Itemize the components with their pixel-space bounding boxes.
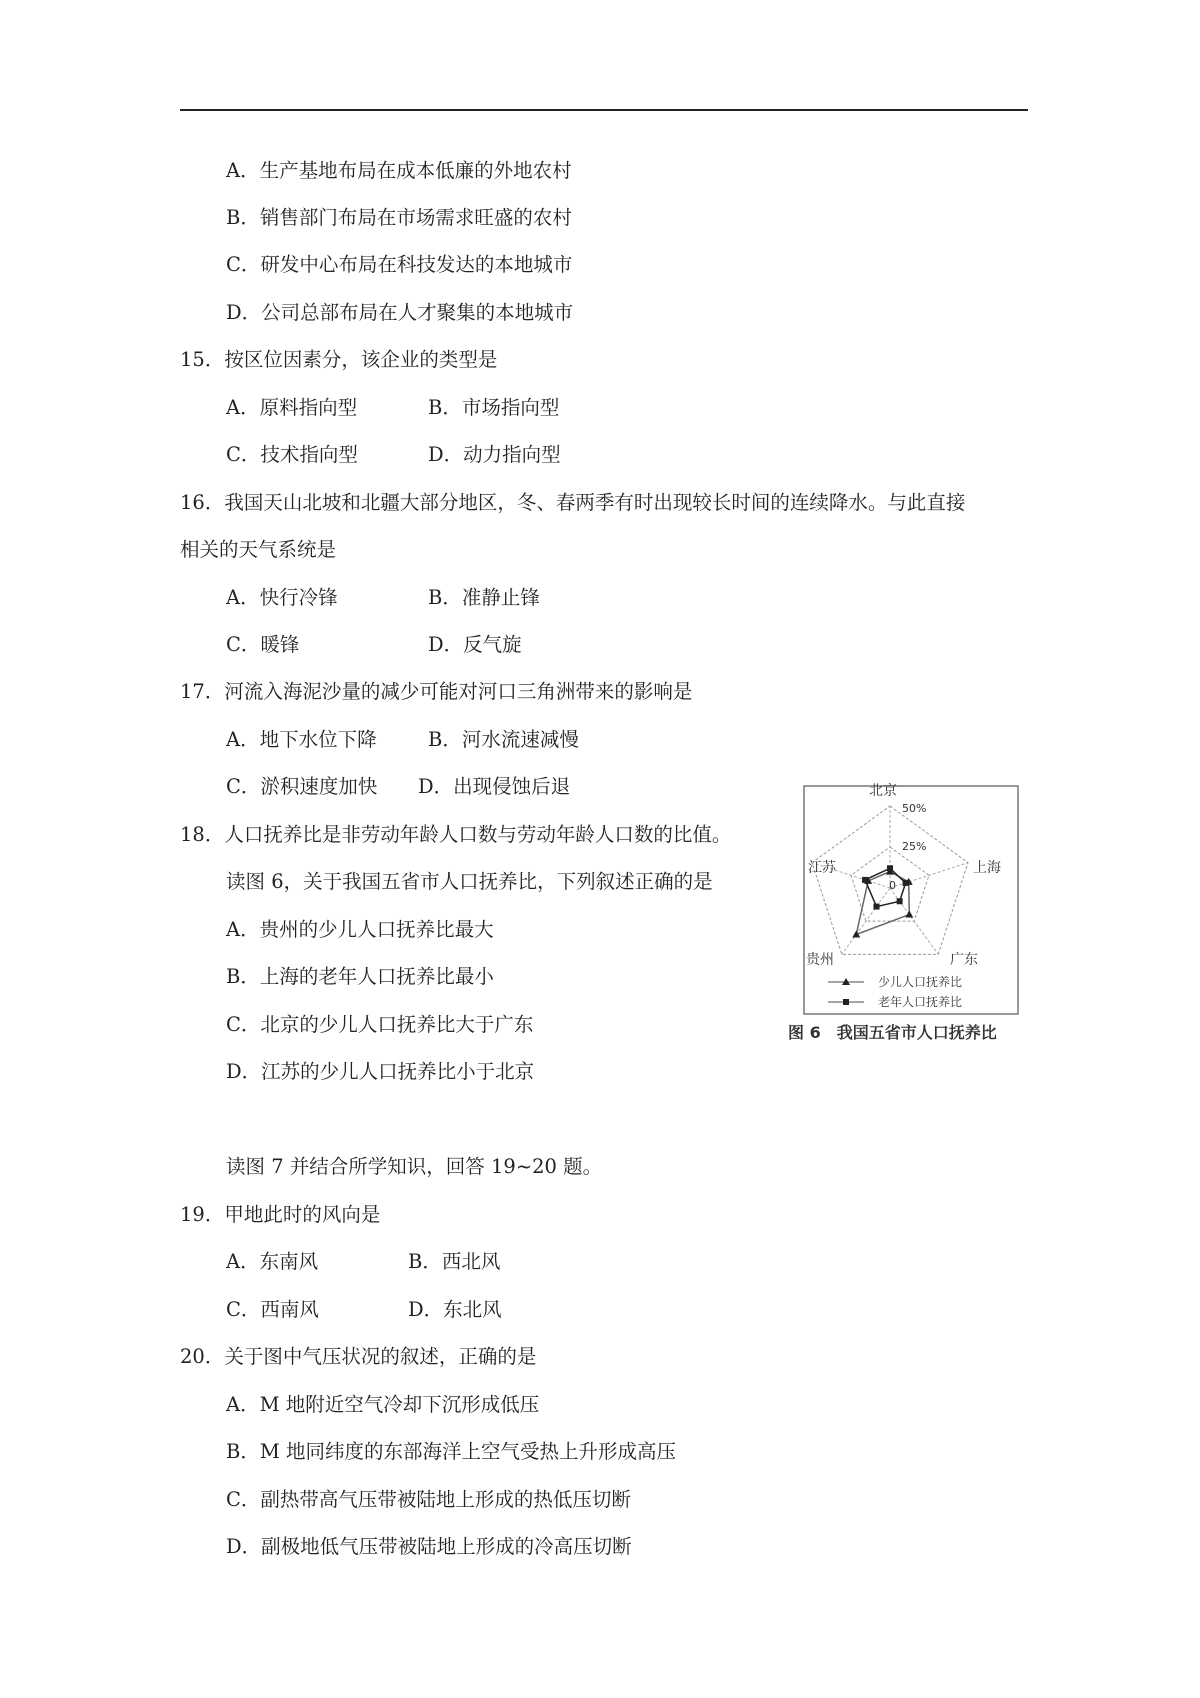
q15-option-b: B．市场指向型 — [428, 396, 560, 419]
q15-option-c: C．技术指向型 — [226, 443, 358, 466]
legend-marker-elderly — [843, 999, 849, 1005]
point-elderly-0 — [887, 865, 893, 871]
q18-stem-line2: 读图 6，关于我国五省市人口抚养比，下列叙述正确的是 — [226, 870, 713, 893]
radar-svg — [790, 778, 1020, 1018]
q20-option-c: C．副热带高气压带被陆地上形成的热低压切断 — [226, 1488, 631, 1511]
q19-option-c: C．西南风 — [226, 1298, 319, 1321]
q20-stem: 20．关于图中气压状况的叙述，正确的是 — [180, 1345, 537, 1368]
intro-19-20: 读图 7 并结合所学知识，回答 19~20 题。 — [226, 1155, 603, 1178]
q18-option-c: C．北京的少儿人口抚养比大于广东 — [226, 1013, 534, 1036]
point-elderly-3 — [874, 904, 880, 910]
q17-option-c: C．淤积速度加快 — [226, 775, 378, 798]
axis-label-jiangsu: 江苏 — [808, 860, 836, 876]
legend-label-children: 少儿人口抚养比 — [878, 975, 963, 989]
q14-option-a: A．生产基地布局在成本低廉的外地农村 — [226, 159, 572, 182]
q19-option-a: A．东南风 — [226, 1250, 319, 1273]
q18-option-a: A．贵州的少儿人口抚养比最大 — [226, 918, 494, 941]
q16-option-b: B．准静止锋 — [428, 586, 540, 609]
axis-label-shanghai: 上海 — [973, 860, 1001, 876]
grid-axis-1 — [890, 863, 968, 888]
q19-option-b: B．西北风 — [408, 1250, 501, 1273]
q19-option-d: D．东北风 — [408, 1298, 502, 1321]
axis-label-guangdong: 广东 — [950, 952, 978, 968]
q18-option-d: D．江苏的少儿人口抚养比小于北京 — [226, 1060, 535, 1083]
q14-option-d: D．公司总部布局在人才聚集的本地城市 — [226, 301, 574, 324]
header-rule — [180, 109, 1028, 111]
q20-option-d: D．副极地低气压带被陆地上形成的冷高压切断 — [226, 1535, 632, 1558]
figure6-caption: 图 6 我国五省市人口抚养比 — [788, 1023, 997, 1042]
q17-option-d: D．出现侵蚀后退 — [418, 775, 571, 798]
q18-option-b: B．上海的老年人口抚养比最小 — [226, 965, 494, 988]
q15-option-a: A．原料指向型 — [226, 396, 358, 419]
q14-option-c: C．研发中心布局在科技发达的本地城市 — [226, 253, 573, 276]
ring-label-0: 0 — [889, 879, 896, 892]
q17-option-b: B．河水流速减慢 — [428, 728, 579, 751]
figure6-radar-chart — [790, 778, 1020, 1038]
q16-option-c: C．暖锋 — [226, 633, 300, 656]
q16-option-a: A．快行冷锋 — [226, 586, 338, 609]
q20-option-b: B．M 地同纬度的东部海洋上空气受热上升形成高压 — [226, 1440, 676, 1463]
axis-label-guizhou: 贵州 — [806, 952, 834, 968]
q17-option-a: A．地下水位下降 — [226, 728, 377, 751]
q18-stem-line1: 18．人口抚养比是非劳动年龄人口数与劳动年龄人口数的比值。 — [180, 823, 732, 846]
ring-label-25: 25% — [902, 840, 927, 853]
q17-stem: 17．河流入海泥沙量的减少可能对河口三角洲带来的影响是 — [180, 680, 693, 703]
point-elderly-1 — [903, 880, 909, 886]
q15-option-d: D．动力指向型 — [428, 443, 561, 466]
legend-label-elderly: 老年人口抚养比 — [878, 995, 963, 1009]
q16-stem-line1: 16．我国天山北坡和北疆大部分地区，冬、春两季有时出现较长时间的连续降水。与此直接 — [180, 491, 966, 514]
q19-stem: 19．甲地此时的风向是 — [180, 1203, 381, 1226]
ring-label-50: 50% — [902, 802, 927, 815]
q15-stem: 15．按区位因素分，该企业的类型是 — [180, 348, 498, 371]
point-elderly-4 — [862, 877, 868, 883]
q16-option-d: D．反气旋 — [428, 633, 522, 656]
q14-option-b: B．销售部门布局在市场需求旺盛的农村 — [226, 206, 572, 229]
q16-stem-line2: 相关的天气系统是 — [180, 538, 337, 561]
q20-option-a: A．M 地附近空气冷却下沉形成低压 — [226, 1393, 540, 1416]
grid-axis-2 — [890, 888, 938, 954]
axis-label-beijing: 北京 — [869, 783, 897, 799]
point-children-2 — [905, 911, 913, 918]
point-elderly-2 — [897, 898, 903, 904]
